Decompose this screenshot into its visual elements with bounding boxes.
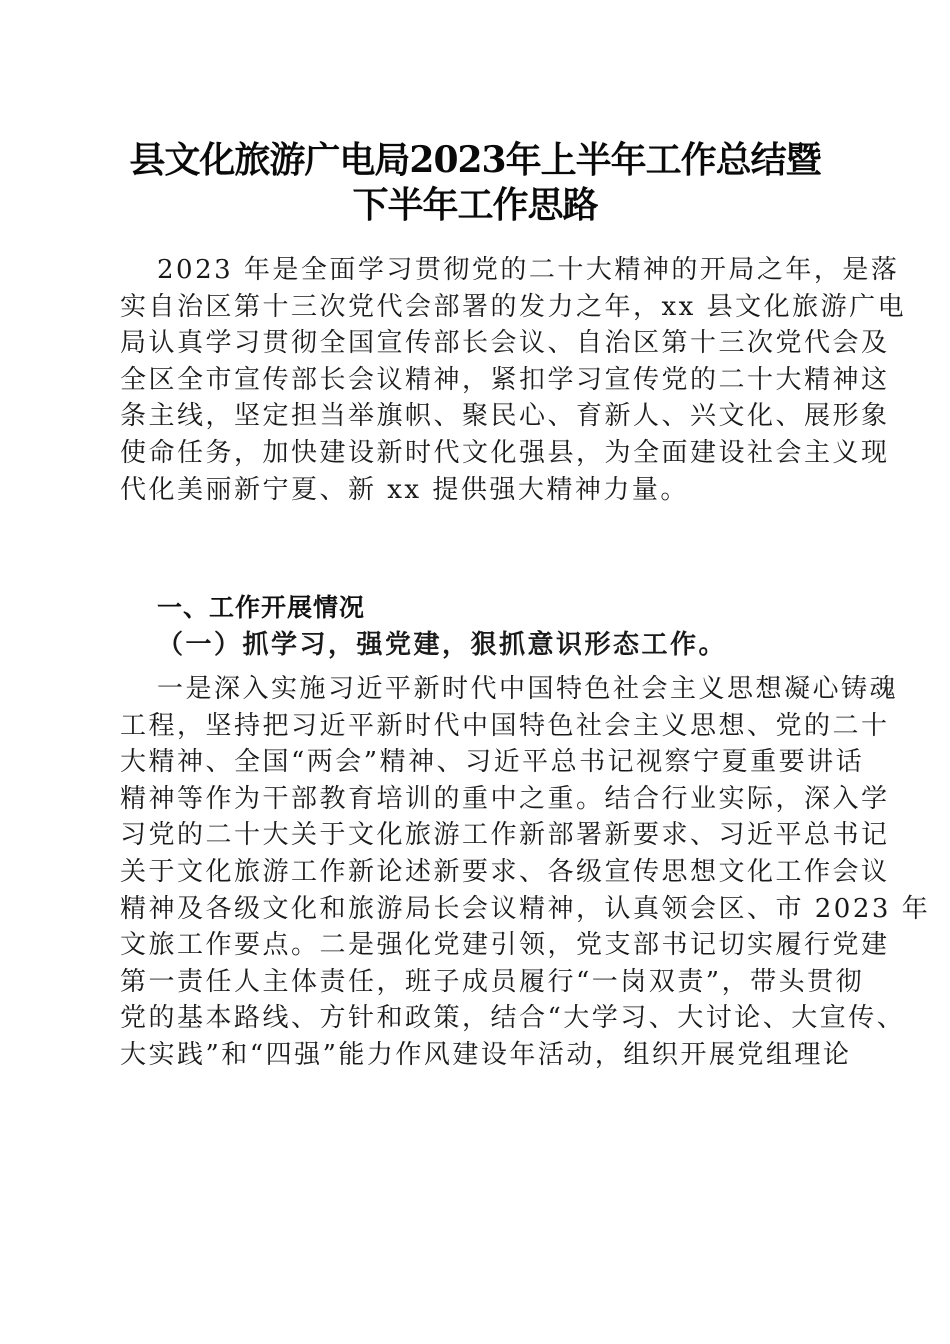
text-line: 第一责任人主体责任，班子成员履行“一岗双责”，带头贯彻 (120, 966, 865, 997)
text-line: 实自治区第十三次党代会部署的发力之年，xx 县文化旅游广电 (120, 291, 907, 322)
subsection-paragraph (120, 671, 931, 1074)
subsection-heading-study-party-building: （一）抓学习，强党建，狠抓意识形态工作。 (157, 630, 728, 660)
text-line: 工程，坚持把习近平新时代中国特色社会主义思想、党的二十 (120, 710, 890, 741)
section-heading-work-progress: 一、工作开展情况 (157, 593, 366, 622)
document-title-line-1: 县文化旅游广电局2023年上半年工作总结暨 (129, 139, 821, 181)
text-line: 大精神、全国“两会”精神、习近平总书记视察宁夏重要讲话 (120, 747, 865, 778)
text-line: 代化美丽新宁夏、新 xx 提供强大精神力量。 (120, 474, 689, 505)
text-line: 2023 年是全面学习贯彻党的二十大精神的开局之年，是落 (157, 255, 900, 285)
text-line: 使命任务，加快建设新时代文化强县，为全面建设社会主义现 (120, 437, 890, 468)
text-line: 习党的二十大关于文化旅游工作新部署新要求、习近平总书记 (120, 820, 890, 851)
text-line: 精神及各级文化和旅游局长会议精神，认真领会区、市 2023 年 (120, 893, 931, 924)
text-line: 精神等作为干部教育培训的重中之重。结合行业实际，深入学 (120, 783, 890, 814)
text-line: 党的基本路线、方针和政策，结合“大学习、大讨论、大宣传、 (120, 1003, 906, 1034)
text-line: 条主线，坚定担当举旗帜、聚民心、育新人、兴文化、展形象 (120, 401, 890, 432)
document-title-line-2: 下半年工作思路 (352, 184, 598, 226)
intro-paragraph (120, 252, 907, 508)
text-line: 一是深入实施习近平新时代中国特色社会主义思想凝心铸魂 (157, 674, 899, 704)
text-line: 局认真学习贯彻全国宣传部长会议、自治区第十三次党代会及 (120, 328, 890, 359)
text-line: 关于文化旅游工作新论述新要求、各级宣传思想文化工作会议 (120, 856, 890, 887)
text-line: 文旅工作要点。二是强化党建引领，党支部书记切实履行党建 (120, 930, 890, 961)
text-line: 全区全市宣传部长会议精神，紧扣学习宣传党的二十大精神这 (120, 364, 890, 395)
text-line: 大实践”和“四强”能力作风建设年活动，组织开展党组理论 (120, 1039, 852, 1070)
